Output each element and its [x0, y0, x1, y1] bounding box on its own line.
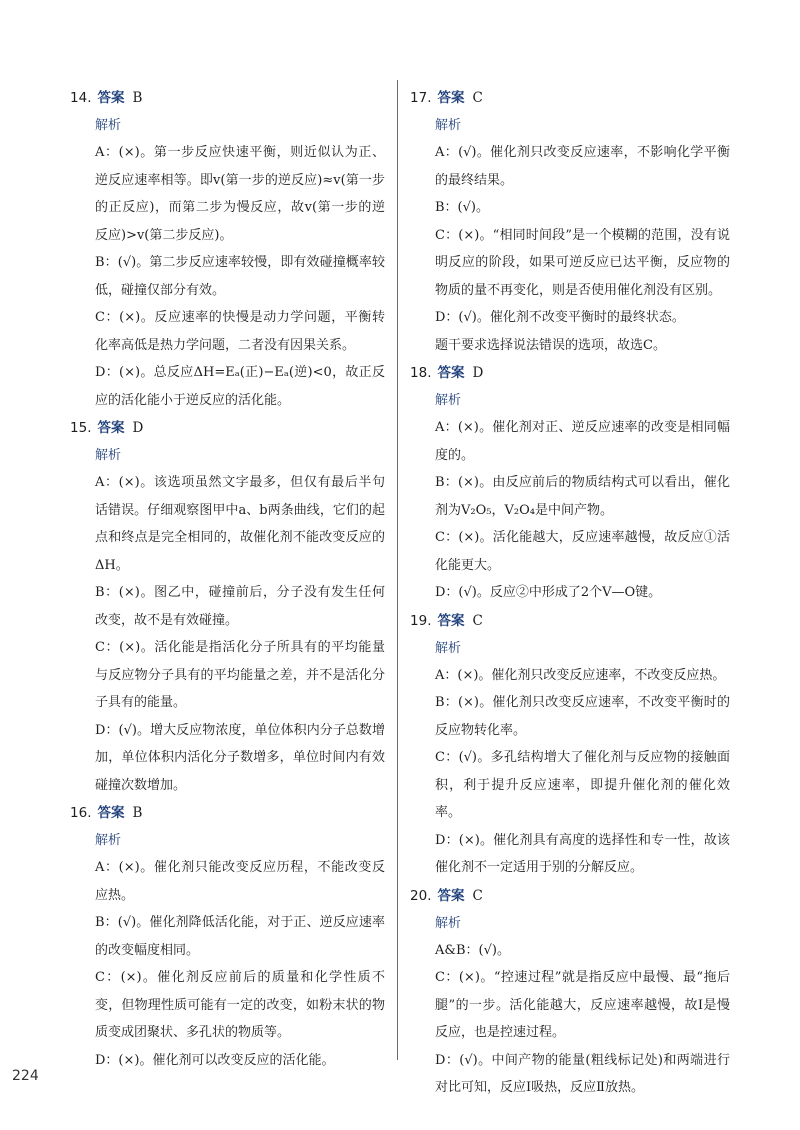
analysis-line: B：(√)。第二步反应速率较慢，即有效碰撞概率较低，碰撞仅部分有效。	[95, 255, 385, 298]
question-header: 14. 答案 B	[70, 90, 143, 106]
analysis-line: C：(×)。“相同时间段”是一个模糊的范围，没有说明反应的阶段，如果可逆反应已达平衡，反应物的物质的量不再变化，则是否使用催化剂没有区别。	[435, 227, 730, 298]
analysis-line: D：(×)。总反应ΔH=Eₐ(正)−Eₐ(逆)<0，故正反应的活化能小于逆反应的活化能。	[95, 365, 385, 408]
analysis-label: 解析	[435, 640, 462, 656]
analysis-label: 解析	[435, 118, 462, 133]
question-number: 20	[410, 887, 428, 904]
answer-value: B	[132, 90, 143, 106]
question-header: 15. 答案 D	[70, 420, 144, 436]
question-header: 19. 答案 C	[410, 612, 483, 629]
analysis-line: C：(×)。“控速过程”就是指反应中最慢、最“拖后腿”的一步。活化能越大，反应速率越慢，故Ⅰ是慢反应，也是控速过程。	[435, 970, 730, 1040]
question-header: 18. 答案 D	[410, 365, 484, 381]
analysis-line: D：(×)。催化剂具有高度的选择性和专一性，故该催化剂不一定适用于别的分解反应。	[435, 832, 730, 875]
column-divider	[397, 80, 398, 1060]
analysis-line: B：(√)。催化剂降低活化能，对于正、逆反应速率的改变幅度相同。	[95, 915, 385, 958]
question-17	[410, 84, 730, 359]
page-number: 224	[12, 1068, 39, 1084]
analysis-line: C：(×)。活化能越大，反应速率越慢，故反应①活化能更大。	[435, 530, 730, 573]
question-20	[410, 882, 730, 1102]
answer-value: B	[132, 805, 143, 821]
analysis-line: B：(×)。图乙中，碰撞前后，分子没有发生任何改变，故不是有效碰撞。	[95, 585, 385, 628]
question-19	[410, 607, 730, 882]
analysis-line: A：(√)。催化剂只改变反应速率，不影响化学平衡的最终结果。	[435, 145, 730, 188]
analysis-line: A：(×)。第一步反应快速平衡，则近似认为正、逆反应速率相等。即v(第一步的逆反应)≈v(第一步的正反应)，而第二步为慢反应，故v(第一步的逆反应)>v(第二步反应)。	[95, 145, 385, 243]
answer-value: C	[472, 887, 483, 904]
question-number: 14	[70, 90, 88, 106]
analysis-label: 解析	[95, 833, 122, 848]
answer-value: D	[472, 365, 484, 381]
analysis-label: 解析	[435, 915, 462, 931]
answer-label: 答案	[97, 805, 125, 821]
analysis-line: C：(×)。催化剂反应前后的质量和化学性质不变，但物理性质可能有一定的改变，如粉末状的物质变成团聚状、多孔状的物质等。	[95, 970, 385, 1040]
question-header: 20. 答案 C	[410, 887, 483, 904]
analysis-label: 解析	[435, 393, 462, 408]
analysis-line: A：(×)。催化剂对正、逆反应速率的改变是相同幅度的。	[435, 420, 730, 463]
analysis-line: B：(√)。	[435, 200, 489, 215]
question-14	[70, 84, 385, 414]
analysis-line: A：(×)。该选项虽然文字最多，但仅有最后半句话错误。仔细观察图甲中a、b两条曲线，它们的起点和终点是完全相同的，故催化剂不能改变反应的ΔH。	[95, 475, 385, 573]
analysis-line: C：(×)。反应速率的快慢是动力学问题，平衡转化率高低是热力学问题，二者没有因果关系。	[95, 310, 385, 353]
answer-label: 答案	[97, 420, 125, 436]
right-column	[410, 84, 730, 1102]
analysis-line: C：(√)。多孔结构增大了催化剂与反应物的接触面积，利于提升反应速率，即提升催化剂的催化效率。	[435, 750, 730, 820]
question-number: 16	[70, 805, 88, 821]
question-18	[410, 359, 730, 607]
analysis-line: D：(√)。反应②中形成了2个V—O键。	[435, 585, 662, 600]
answer-value: D	[132, 420, 144, 436]
analysis-line: B：(×)。催化剂只改变反应速率，不改变平衡时的反应物转化率。	[435, 695, 730, 738]
question-number: 18	[410, 365, 428, 381]
answer-label: 答案	[437, 887, 465, 904]
analysis-line: B：(×)。由反应前后的物质结构式可以看出，催化剂为V₂O₅，V₂O₄是中间产物。	[435, 475, 730, 518]
analysis-line: 题干要求选择说法错误的选项，故选C。	[435, 337, 666, 353]
question-16	[70, 799, 385, 1074]
question-15	[70, 414, 385, 799]
answer-label: 答案	[437, 365, 465, 381]
analysis-line: D：(√)。催化剂不改变平衡时的最终状态。	[435, 310, 685, 325]
question-number: 15	[70, 420, 88, 436]
answer-value: C	[472, 90, 483, 106]
analysis-line: A：(×)。催化剂只改变反应速率，不改变反应热。	[435, 667, 726, 683]
answer-value: C	[472, 612, 483, 629]
analysis-label: 解析	[95, 448, 122, 463]
left-column	[70, 84, 385, 1074]
analysis-line: D：(√)。增大反应物浓度，单位体积内分子总数增加，单位体积内活化分子数增多，单位时间内有效碰撞次数增加。	[95, 722, 385, 793]
question-number: 17	[410, 90, 428, 106]
question-header: 17. 答案 C	[410, 90, 483, 106]
analysis-label: 解析	[95, 118, 122, 133]
question-number: 19	[410, 612, 428, 629]
answer-label: 答案	[97, 90, 125, 106]
question-header: 16. 答案 B	[70, 805, 143, 821]
answer-label: 答案	[437, 90, 465, 106]
answer-label: 答案	[437, 612, 465, 629]
analysis-line: A&B：(√)。	[435, 942, 510, 958]
analysis-line: D：(√)。中间产物的能量(粗线标记处)和两端进行对比可知，反应Ⅰ吸热，反应Ⅱ放热。	[435, 1052, 730, 1095]
analysis-line: A：(×)。催化剂只能改变反应历程，不能改变反应热。	[95, 860, 385, 903]
analysis-line: C：(×)。活化能是指活化分子所具有的平均能量与反应物分子具有的平均能量之差，并不是活化分子具有的能量。	[95, 640, 385, 710]
analysis-line: D：(×)。催化剂可以改变反应的活化能。	[95, 1052, 335, 1068]
